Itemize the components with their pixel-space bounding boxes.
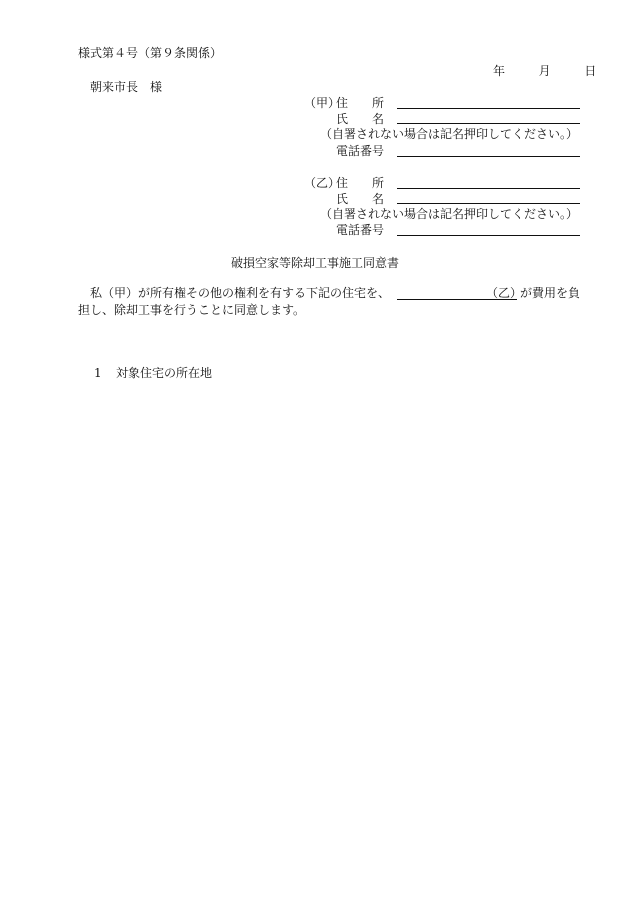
addressee: 朝来市長 様 — [90, 80, 163, 94]
date-field — [493, 64, 596, 78]
body-line1-before: 私（甲）が所有権その他の権利を有する下記の住宅を、 — [90, 286, 391, 300]
party-a-phone-label: 電話番号 — [336, 144, 385, 158]
item1-number: 1 — [94, 366, 102, 380]
party-b-phone-label: 電話番号 — [336, 223, 385, 237]
party-b-phone-field[interactable] — [397, 235, 580, 236]
party-b-address-label: 住 所 — [336, 176, 385, 190]
body-line1-after: が費用を負 — [520, 286, 581, 300]
party-b-label: （乙） — [304, 176, 341, 190]
party-b-address-field[interactable] — [397, 188, 580, 189]
date-year: 年 — [493, 64, 506, 78]
party-a-label: （甲） — [304, 96, 341, 110]
party-b-name-label: 氏 名 — [336, 192, 385, 206]
party-b-note: （自署されない場合は記名押印してください。） — [320, 207, 579, 221]
party-a-name-label: 氏 名 — [336, 112, 385, 126]
party-a-phone-field[interactable] — [397, 156, 580, 157]
party-a-name-field[interactable] — [397, 123, 580, 124]
party-a-address-field[interactable] — [397, 108, 580, 109]
item1-label: 対象住宅の所在地 — [116, 366, 213, 380]
body-line2: 担し、除却工事を行うことに同意します。 — [78, 303, 306, 317]
party-a-address-label: 住 所 — [336, 96, 385, 110]
party-a-note: （自署されない場合は記名押印してください。） — [320, 127, 579, 141]
document-title: 破損空家等除却工事施工同意書 — [230, 256, 399, 270]
date-month: 月 — [538, 64, 551, 78]
body-party-b: （乙） — [486, 286, 523, 300]
date-day: 日 — [584, 64, 597, 78]
party-b-name-field[interactable] — [397, 203, 580, 204]
form-number: 様式第４号（第９条関係） — [78, 46, 223, 60]
